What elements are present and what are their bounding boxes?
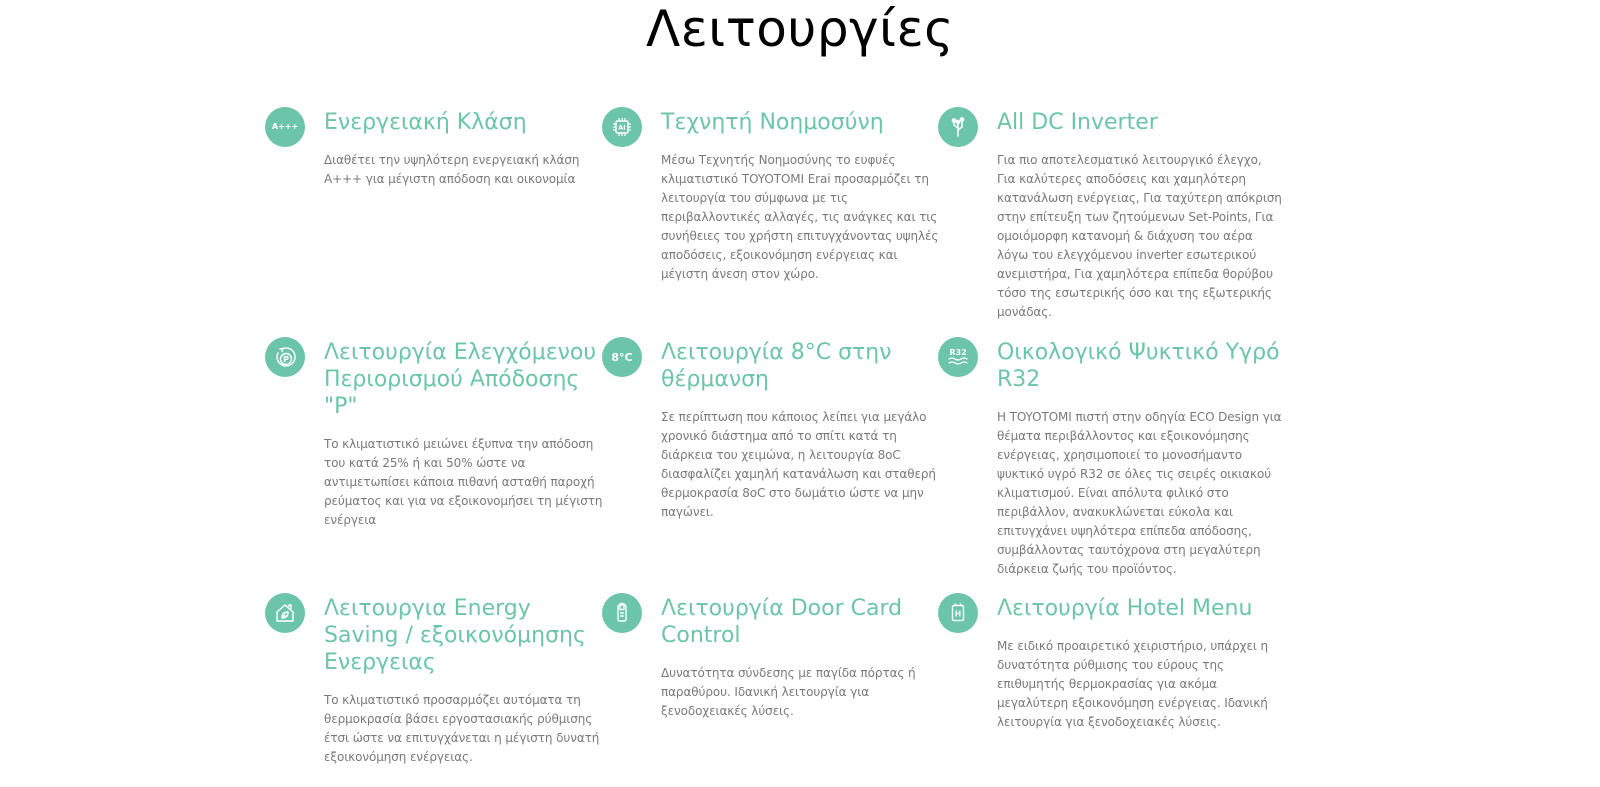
hotel-menu-label: H (954, 609, 962, 619)
energy-class-icon: A+++ (265, 107, 305, 147)
r32-refrigerant-label: R32 (949, 348, 967, 357)
feature-description: Διαθέτει την υψηλότερη ενεργειακή κλάση A+++ για μέγιστη απόδοση και οικονομία (324, 153, 580, 186)
feature-title: Λειτουργία 8°C στην θέρμανση (661, 340, 892, 392)
feature-description: Σε περίπτωση που κάποιος λείπει για μεγάλο χρονικό διάστημα από το σπίτι κατά τη διάρκεια του χειμώνα, η λειτουργία 8oC διασφαλίζει χαμηλή κατανάλωση και σταθερή θερμοκρασία 8oC στο δωμάτιο ώστε να μην παγώνει. (661, 410, 936, 519)
feature-title: Οικολογικό Ψυκτικό Υγρό R32 (997, 340, 1280, 392)
feature-description: Το κλιματιστικό μειώνει έξυπνα την απόδοση του κατά 25% ή και 50% ώστε να αντιμετωπίσει κάποια πιθανή ασταθή παροχή ρεύματος και για να εξοικονομήσει τη μέγιστη ενέργεια (324, 437, 603, 527)
hotel-menu-icon (938, 593, 978, 633)
feature-heating-8c (602, 337, 947, 522)
feature-title: Τεχνητή Νοημοσύνη (661, 110, 884, 135)
feature-description: Για πιο αποτελεσματικό λειτουργικό έλεγχο, Για καλύτερες αποδόσεις και χαμηλότερη κατανάλωση ενέργειας, Για ταχύτερη απόκριση στην επίτευξη των ζητούμενων Set-Points, Για ομοιόμορφη κατανομή & διάχυση του αέρα λόγω του ελεγχόμενου inverter εσωτερικού ανεμιστήρα, Για χαμηλότερα επίπεδα θορύβου τόσο της εσωτερικής όσο και της εξωτερικής μονάδας. (997, 153, 1282, 319)
feature-door-card (602, 593, 947, 721)
feature-hotel-menu (938, 593, 1283, 732)
feature-title: Λειτουργια Energy Saving / εξοικονόμησης Ενεργειας (324, 596, 586, 675)
feature-r32 (938, 337, 1283, 579)
feature-description: Με ειδικό προαιρετικό χειριστήριο, υπάρχει η δυνατότητα ρύθμισης του εύρους της επιθυμητής θερμοκρασίας για ακόμα μεγαλύτερη εξοικονόμηση ενέργειας. Ιδανική λειτουργία για ξενοδοχειακές λύσεις. (997, 639, 1269, 729)
ai-chip-label: AI (618, 123, 626, 132)
feature-dc-inverter (938, 107, 1283, 322)
feature-energy-class (265, 107, 610, 189)
feature-title: Ενεργειακή Κλάση (324, 110, 527, 135)
dc-inverter-icon (938, 107, 978, 147)
heating-8c-icon: 8°C (602, 337, 642, 377)
feature-energy-saving (265, 593, 610, 767)
feature-title: Λειτουργία Ελεγχόμενου Περιορισμού Απόδοσης "P" (324, 340, 597, 419)
door-card-icon (602, 593, 642, 633)
feature-title: Λειτουργία Hotel Menu (997, 596, 1253, 621)
r32-refrigerant-icon (938, 337, 978, 377)
energy-saving-house-icon (265, 593, 305, 633)
feature-title: Λειτουργία Door Card Control (661, 596, 903, 648)
feature-power-limit (265, 337, 610, 530)
power-limit-p-icon (265, 337, 305, 377)
feature-description: Δυνατότητα σύνδεσης με παγίδα πόρτας ή παραθύρου. Ιδανική λειτουργία για ξενοδοχειακές λύσεις. (661, 666, 916, 718)
feature-description: Το κλιματιστικό προσαρμόζει αυτόματα τη θερμοκρασία βάσει εργοστασιακής ρύθμισης έτσι ώστε να επιτυγχάνεται η μέγιστη δυνατή εξοικονόμηση ενέργειας. (324, 693, 600, 764)
feature-description: Μέσω Τεχνητής Νοημοσύνης το ευφυές κλιματιστικό TOYOTOMI Erai προσαρμόζει τη λειτουργία του σύμφωνα με τις περιβαλλοντικές αλλαγές, τις ανάγκες και τις συνήθειες του χρήστη επιτυγχάνοντας υψηλές αποδόσεις, εξοικονόμηση ενέργειας και μέγιστη άνεση στον χώρο. (661, 153, 939, 281)
power-limit-p-label: P (283, 355, 289, 364)
feature-title: All DC Inverter (997, 110, 1158, 135)
ai-chip-icon (602, 107, 642, 147)
page-title: Λειτουργίες (646, 0, 954, 58)
feature-description: Η TOYOTOMI πιστή στην οδηγία ECO Design για θέματα περιβάλλοντος και εξοικονόμησης ενέργειας, χρησιμοποιεί το μονοσήμαντο ψυκτικό υγρό R32 σε όλες τις σειρές οικιακού κλιματισμού. Είναι απόλυτα φιλικό στο περιβάλλον, ανακυκλώνεται εύκολα και επιτυγχάνει υψηλότερα επίπεδα απόδοσης, συμβάλλοντας ταυτόχρονα στη μεγαλύτερη διάρκεια ζωής του προϊόντος. (997, 410, 1282, 576)
feature-ai (602, 107, 947, 284)
